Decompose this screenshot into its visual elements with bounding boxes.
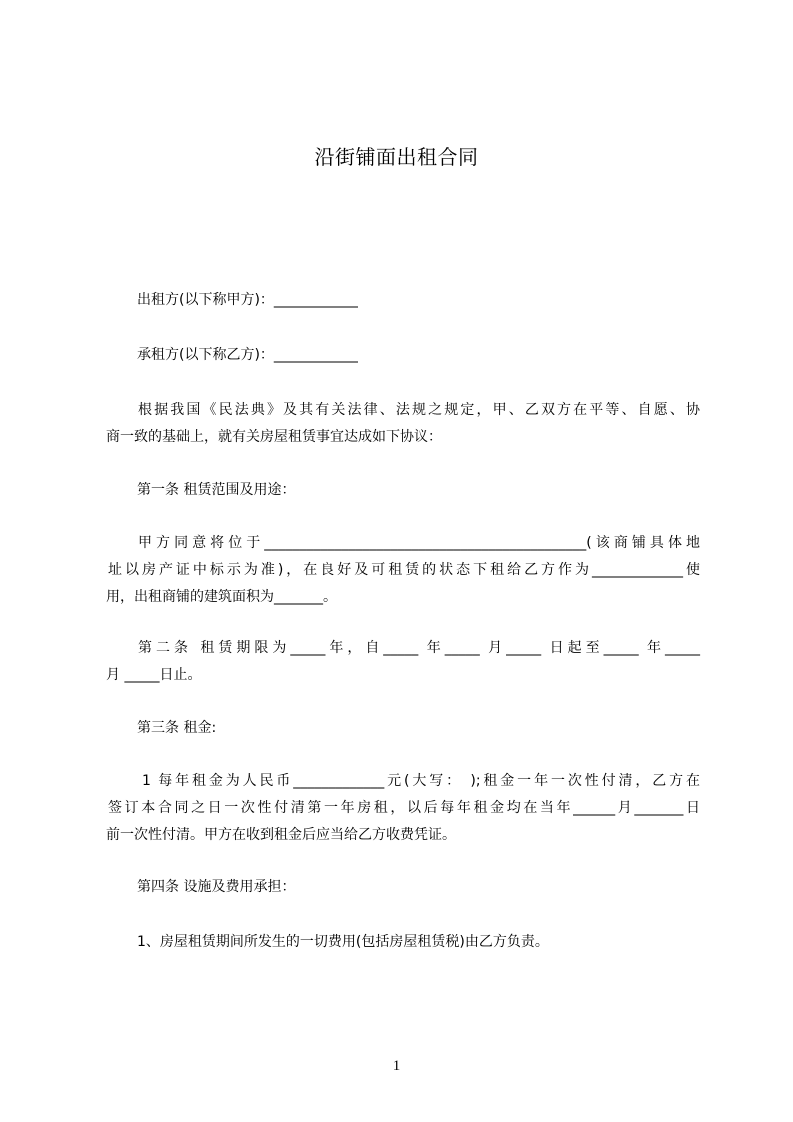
article1-heading: 第一条 租赁范围及用途： bbox=[137, 482, 296, 498]
lessor-line: 出租方(以下称甲方)：____________ bbox=[137, 292, 358, 308]
article2-line-1: 第二条 租赁期限为_____年，自_____ 年_____ 月_____ 日起至_____ 年_____ bbox=[138, 640, 700, 656]
page-number: 1 bbox=[392, 1058, 401, 1074]
article1-line-1: 甲方同意将位于______________________________________________(该商铺具体地 bbox=[138, 535, 700, 551]
preamble-line-2: 商一致的基础上，就有关房屋租赁事宜达成如下协议： bbox=[106, 429, 442, 445]
article1-line-3: 用，出租商铺的建筑面积为_______。 bbox=[106, 589, 337, 605]
lessee-line: 承租方(以下称乙方)：____________ bbox=[137, 347, 358, 363]
article3-line-1: 1 每年租金为人民币_____________元(大写： );租金一年一次性付清，乙方在 bbox=[142, 773, 700, 789]
article4-heading: 第四条 设施及费用承担： bbox=[137, 879, 296, 895]
document-title: 沿街铺面出租合同 bbox=[314, 145, 479, 169]
article4-item-1: 1、房屋租赁期间所发生的一切费用(包括房屋租赁税)由乙方负责。 bbox=[137, 934, 549, 950]
preamble-line-1: 根据我国《民法典》及其有关法律、法规之规定，甲、乙双方在平等、自愿、协 bbox=[138, 402, 700, 418]
article3-heading: 第三条 租金: bbox=[137, 720, 217, 736]
article3-line-3: 前一次性付清。甲方在收到租金后应当给乙方收费凭证。 bbox=[106, 827, 456, 843]
article3-line-2: 签订本合同之日一次性付清第一年房租，以后每年租金均在当年______月_______日 bbox=[108, 800, 700, 816]
article1-line-2: 址以房产证中标示为准)，在良好及可租赁的状态下租给乙方作为_____________使 bbox=[108, 562, 700, 578]
article2-line-2: 月 _____日止。 bbox=[106, 667, 202, 683]
